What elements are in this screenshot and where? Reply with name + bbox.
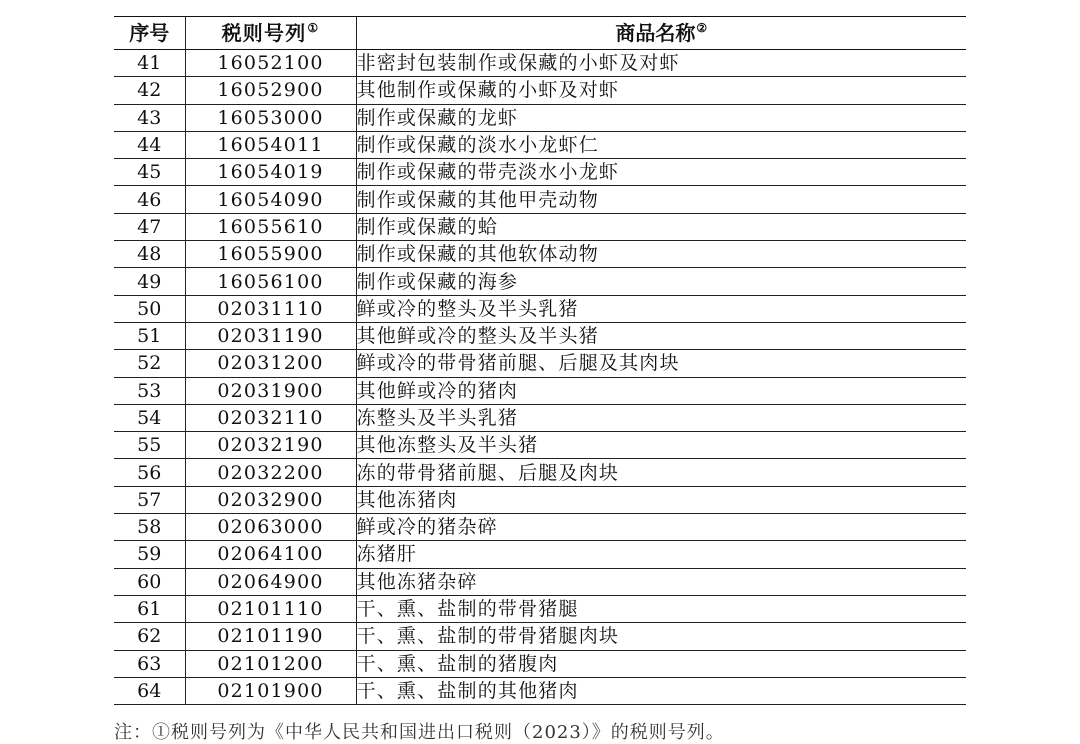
cell-seq: 62 <box>114 623 185 650</box>
table-row <box>114 623 966 650</box>
header-name <box>356 17 966 50</box>
cell-seq: 58 <box>114 514 185 541</box>
table-row <box>114 486 966 513</box>
table-row <box>114 650 966 677</box>
cell-code: 16054090 <box>185 186 356 213</box>
cell-seq: 48 <box>114 241 185 268</box>
cell-name: 冻的带骨猪前腿、后腿及肉块 <box>356 459 966 486</box>
cell-code: 02032190 <box>185 432 356 459</box>
cell-name: 干、熏、盐制的带骨猪腿 <box>356 595 966 622</box>
table-row <box>114 295 966 322</box>
cell-name: 冻猪肝 <box>356 541 966 568</box>
cell-seq: 51 <box>114 322 185 349</box>
cell-name: 制作或保藏的其他甲壳动物 <box>356 186 966 213</box>
cell-seq: 42 <box>114 77 185 104</box>
cell-code: 16052900 <box>185 77 356 104</box>
cell-code: 02032110 <box>185 404 356 431</box>
cell-code: 02064100 <box>185 541 356 568</box>
cell-seq: 54 <box>114 404 185 431</box>
table-row <box>114 104 966 131</box>
cell-code: 02064900 <box>185 568 356 595</box>
cell-name: 其他冻猪肉 <box>356 486 966 513</box>
cell-name: 鲜或冷的猪杂碎 <box>356 514 966 541</box>
cell-seq: 52 <box>114 350 185 377</box>
table-row <box>114 213 966 240</box>
cell-code: 16054011 <box>185 131 356 158</box>
cell-code: 02031190 <box>185 322 356 349</box>
cell-code: 02031900 <box>185 377 356 404</box>
cell-seq: 60 <box>114 568 185 595</box>
table-row <box>114 459 966 486</box>
table-header <box>114 17 966 50</box>
header-row <box>114 17 966 50</box>
tariff-table <box>114 16 966 705</box>
cell-name: 制作或保藏的蛤 <box>356 213 966 240</box>
footnote-marker-1: ① <box>307 21 320 36</box>
cell-seq: 56 <box>114 459 185 486</box>
cell-name: 干、熏、盐制的猪腹肉 <box>356 650 966 677</box>
cell-seq: 47 <box>114 213 185 240</box>
cell-name: 冻整头及半头乳猪 <box>356 404 966 431</box>
table-row <box>114 159 966 186</box>
cell-code: 02101190 <box>185 623 356 650</box>
cell-seq: 46 <box>114 186 185 213</box>
cell-code: 16055610 <box>185 213 356 240</box>
table-row <box>114 541 966 568</box>
table-row <box>114 377 966 404</box>
cell-seq: 55 <box>114 432 185 459</box>
cell-seq: 61 <box>114 595 185 622</box>
cell-seq: 41 <box>114 50 185 77</box>
cell-name: 其他鲜或冷的猪肉 <box>356 377 966 404</box>
table-row <box>114 268 966 295</box>
cell-seq: 53 <box>114 377 185 404</box>
cell-code: 02031200 <box>185 350 356 377</box>
cell-code: 16053000 <box>185 104 356 131</box>
cell-name: 鲜或冷的整头及半头乳猪 <box>356 295 966 322</box>
cell-code: 16052100 <box>185 50 356 77</box>
cell-name: 其他鲜或冷的整头及半头猪 <box>356 322 966 349</box>
table-row <box>114 77 966 104</box>
cell-name: 其他制作或保藏的小虾及对虾 <box>356 77 966 104</box>
table-row <box>114 514 966 541</box>
cell-code: 02032900 <box>185 486 356 513</box>
table-row <box>114 50 966 77</box>
cell-seq: 64 <box>114 677 185 704</box>
cell-name: 制作或保藏的带壳淡水小龙虾 <box>356 159 966 186</box>
cell-name: 干、熏、盐制的带骨猪腿肉块 <box>356 623 966 650</box>
header-code-label: 税则号列 <box>221 21 307 45</box>
cell-seq: 63 <box>114 650 185 677</box>
cell-name: 制作或保藏的其他软体动物 <box>356 241 966 268</box>
cell-name: 其他冻猪杂碎 <box>356 568 966 595</box>
cell-seq: 59 <box>114 541 185 568</box>
table-row <box>114 404 966 431</box>
cell-name: 非密封包装制作或保藏的小虾及对虾 <box>356 50 966 77</box>
cell-code: 02031110 <box>185 295 356 322</box>
cell-code: 02101200 <box>185 650 356 677</box>
cell-name: 制作或保藏的淡水小龙虾仁 <box>356 131 966 158</box>
table-row <box>114 432 966 459</box>
cell-seq: 49 <box>114 268 185 295</box>
cell-code: 02101110 <box>185 595 356 622</box>
table-row <box>114 131 966 158</box>
cell-seq: 45 <box>114 159 185 186</box>
footnote-text: 注：①税则号列为《中华人民共和国进出口税则（2023）》的税则号列。 <box>114 722 725 743</box>
cell-name: 干、熏、盐制的其他猪肉 <box>356 677 966 704</box>
cell-seq: 44 <box>114 131 185 158</box>
header-seq <box>114 17 185 50</box>
cell-code: 16054019 <box>185 159 356 186</box>
cell-name: 鲜或冷的带骨猪前腿、后腿及其肉块 <box>356 350 966 377</box>
table-row <box>114 186 966 213</box>
table-row <box>114 595 966 622</box>
cell-code: 16055900 <box>185 241 356 268</box>
header-name-label: 商品名称 <box>615 21 696 45</box>
table-row <box>114 322 966 349</box>
footnote-marker-2: ② <box>696 21 708 36</box>
cell-name: 制作或保藏的龙虾 <box>356 104 966 131</box>
header-code <box>185 17 356 50</box>
cell-seq: 43 <box>114 104 185 131</box>
cell-seq: 57 <box>114 486 185 513</box>
header-seq-label: 序号 <box>129 21 170 45</box>
table-row <box>114 677 966 704</box>
table-row <box>114 241 966 268</box>
table-row <box>114 350 966 377</box>
cell-name: 制作或保藏的海参 <box>356 268 966 295</box>
table-body <box>114 50 966 705</box>
cell-seq: 50 <box>114 295 185 322</box>
cell-code: 02032200 <box>185 459 356 486</box>
cell-code: 16056100 <box>185 268 356 295</box>
cell-name: 其他冻整头及半头猪 <box>356 432 966 459</box>
cell-code: 02063000 <box>185 514 356 541</box>
table-row <box>114 568 966 595</box>
cell-code: 02101900 <box>185 677 356 704</box>
